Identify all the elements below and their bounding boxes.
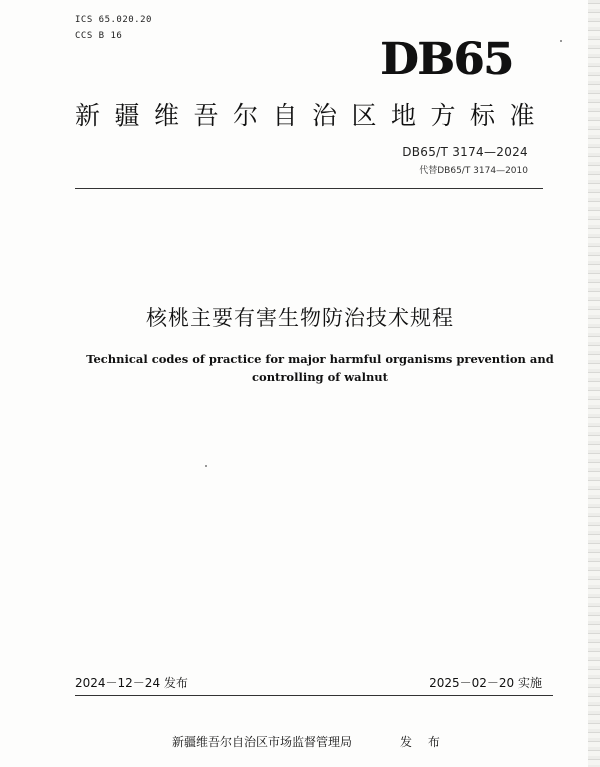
scan-edge-shadow: [588, 0, 600, 767]
english-title-line-2: controlling of walnut: [252, 370, 388, 384]
standard-number: DB65/T 3174—2024: [402, 145, 528, 159]
english-title-line-1: Technical codes of practice for major harmful organisms prevention and: [86, 352, 554, 366]
scan-speck: [205, 465, 207, 467]
footer-divider: [75, 695, 553, 696]
db65-logo: DB65: [380, 34, 513, 85]
publisher-name: 新疆维吾尔自治区市场监督管理局: [172, 735, 353, 749]
scan-speck: [560, 40, 562, 42]
issue-date: 2024－12－24 发布: [75, 676, 188, 690]
header-divider: [75, 188, 543, 189]
replaces-standard: 代替DB65/T 3174—2010: [419, 166, 528, 176]
ics-code: ICS 65.020.20: [75, 15, 152, 25]
ccs-code: CCS B 16: [75, 31, 123, 41]
classification-codes: [75, 12, 152, 44]
standard-type-heading: 新疆维吾尔自治区地方标准: [75, 101, 550, 130]
publish-label: 发 布: [400, 735, 446, 749]
document-title-chinese: 核桃主要有害生物防治技术规程: [146, 306, 454, 330]
document-title-english: [60, 350, 580, 386]
implementation-date: 2025－02－20 实施: [429, 676, 542, 690]
